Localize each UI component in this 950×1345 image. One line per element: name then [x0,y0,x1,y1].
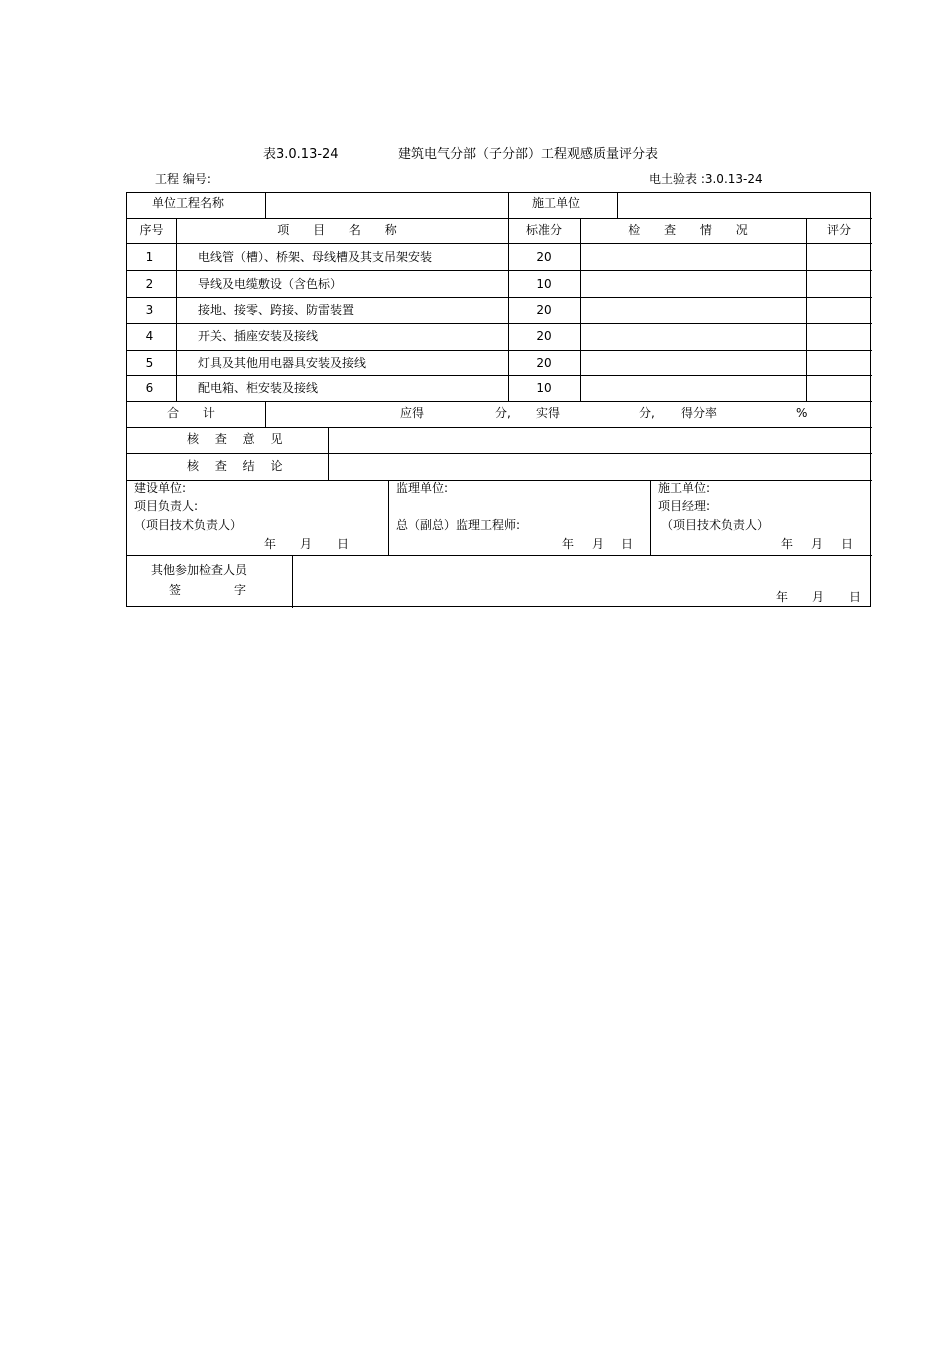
row-standard: 20 [536,356,552,370]
row-seq: 1 [145,250,154,264]
owner-date-month: 月 [300,537,313,551]
contractor-unit-label: 施工单位: [658,481,711,495]
others-date-day: 日 [849,590,862,604]
others-date-year: 年 [776,590,789,604]
total-percent: % [796,406,808,420]
chief-supervisor-label: 总（副总）监理工程师: [396,518,521,532]
owner-unit-label: 建设单位: [134,481,187,495]
row-item: 电线管（槽）、桥架、母线槽及其支吊架安装 [198,250,433,264]
row-standard: 10 [536,277,552,291]
col-item: 项 目 名 称 [277,223,407,237]
row-standard: 20 [536,329,552,343]
row-item: 开关、插座安装及接线 [198,329,319,343]
row-seq: 3 [145,303,154,317]
total-should-label: 应得 [400,406,425,420]
contractor-date-year: 年 [781,537,794,551]
col-seq: 序号 [139,223,164,237]
total-unit: 分, [639,406,655,420]
row-seq: 6 [145,381,154,395]
row-seq: 2 [145,277,154,291]
total-unit: 分, [495,406,511,420]
row-standard: 20 [536,250,552,264]
form-code: 电土验表 :3.0.13-24 [649,172,763,186]
others-date-month: 月 [812,590,825,604]
unit-project-label: 单位工程名称 [152,196,225,210]
row-item: 灯具及其他用电器具安装及接线 [198,356,367,370]
owner-date-year: 年 [264,537,277,551]
supervisor-date-year: 年 [562,537,575,551]
row-item: 接地、接零、跨接、防雷装置 [198,303,355,317]
contractor-label: 施工单位 [532,196,581,210]
signature-label: 签 [169,583,182,597]
contractor-date-day: 日 [841,537,854,551]
form-number: 表3.0.13-24 [263,147,339,162]
row-seq: 4 [145,329,154,343]
contractor-date-month: 月 [811,537,824,551]
owner-date-day: 日 [337,537,350,551]
supervisor-unit-label: 监理单位: [396,481,449,495]
col-check: 检 查 情 况 [628,223,758,237]
review-conclusion-label: 核 查 结 论 [187,459,289,473]
project-number-label: 工程 编号: [155,172,211,186]
row-item: 导线及电缆敷设（含色标） [198,277,343,291]
owner-manager-label: 项目负责人: [134,499,199,513]
total-label: 合 计 [167,406,225,420]
col-score: 评分 [826,223,851,237]
total-rate-label: 得分率 [681,406,718,420]
col-standard: 标准分 [525,223,562,237]
other-inspectors-label: 其他参加检查人员 [151,563,248,577]
score-table [126,192,871,607]
form-title: 建筑电气分部（子分部）工程观感质量评分表 [398,147,659,162]
contractor-manager-label: 项目经理: [658,499,711,513]
row-item: 配电箱、柜安装及接线 [198,381,319,395]
supervisor-date-month: 月 [592,537,605,551]
contractor-tech-label: （项目技术负责人） [661,518,770,532]
review-opinion-label: 核 查 意 见 [187,432,289,446]
supervisor-date-day: 日 [621,537,634,551]
owner-tech-label: （项目技术负责人） [134,518,243,532]
signature-label: 字 [234,583,247,597]
row-standard: 10 [536,381,552,395]
row-seq: 5 [145,356,154,370]
row-standard: 20 [536,303,552,317]
total-actual-label: 实得 [536,406,561,420]
